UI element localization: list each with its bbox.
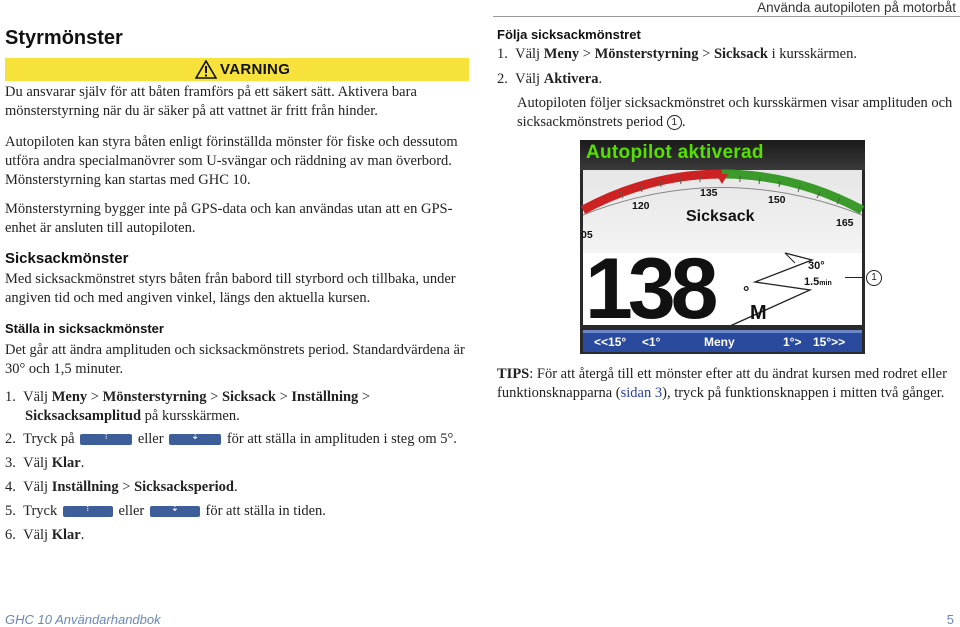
down-arrow-button[interactable] [150,503,200,517]
chapter-header: Använda autopiloten på motorbåt [757,0,956,15]
period-value: 1.5min [804,276,832,288]
zigzag-heading: Sicksackmönster [5,250,129,267]
dial-tick-120: 120 [632,200,650,212]
footer-manual-title: GHC 10 Användarhandbok [5,612,161,627]
up-arrow-icon: ⇡ [101,431,111,443]
page-link[interactable]: sidan 3 [620,385,663,401]
amplitude-value: 30° [808,260,825,272]
dial-tick-135: 135 [700,187,718,199]
warning-banner [5,58,469,81]
autopilot-banner: Autopilot aktiverad [586,142,764,163]
heading-degree: ° [743,284,750,301]
up-arrow-button[interactable] [80,431,132,445]
header-rule [493,16,960,17]
heading-unit: M [750,302,767,324]
up-arrow-icon: ⇡ [83,503,93,515]
device-screen [580,140,865,354]
warning-label: VARNING [220,61,291,78]
screen-callout-1: 1 [866,270,882,286]
tip-paragraph: TIPS: För att återgå till ett mönster efter att du ändrat kursen med rodret eller funktionsknapparna (sidan 3), tryck på funktionsknappen i mitten två gånger. [497,366,947,401]
heading-value: 138 [585,241,714,337]
page-title: Styrmönster [5,27,123,49]
callout-1-icon: 1 [667,115,682,130]
warning-icon [195,60,217,79]
setup-heading: Ställa in sicksackmönster [5,321,164,336]
setup-step-6: 6. Välj Klar. [5,527,85,543]
setup-step-5: 5. Tryck ⇡ eller ⇣ för att ställa in tiden. [5,503,326,519]
gps-paragraph: Mönsterstyrning bygger inte på GPS-data och kan användas utan att en GPS- enhet är ansluten till autopiloten. [5,201,453,236]
setup-step-1-cont: Sicksacksamplitud på kursskärmen. [25,408,240,424]
down-arrow-button[interactable] [169,431,221,445]
follow-step-2-desc: Autopiloten följer sicksackmönstret och kursskärmen visar amplituden och sicksackmönstrets period 1 . [517,95,953,130]
mode-label: Sicksack [686,208,755,225]
dial-tick-150: 150 [768,194,786,206]
dial-tick-165: 165 [836,217,854,229]
softkey-left-1[interactable]: <1° [642,335,661,349]
follow-step-1: 1. Välj Meny > Mönsterstyrning > Sicksack i kursskärmen. [497,46,857,62]
setup-step-2: 2. Tryck på ⇡ eller ⇣ för att ställa in amplituden i steg om 5°. [5,431,457,447]
follow-step-2: 2. Välj Aktivera. [497,71,603,87]
down-arrow-icon: ⇣ [191,431,200,443]
screen-callout-line [845,277,865,278]
intro-paragraph: Autopiloten kan styra båten enligt förinställda mönster för fiske och dessutom utföra andra specialmanövrer som U-svängar och räddning av man överbord. Mönsterstyrning kan startas med GHC 10. [5,134,458,188]
dial-tick-105: 05 [581,229,593,241]
setup-step-1: 1. Välj Meny > Mönsterstyrning > Sicksack > Inställning > [5,389,371,405]
up-arrow-button[interactable] [63,503,113,517]
setup-paragraph: Det går att ändra amplituden och sicksackmönstrets period. Standardvärdena är 30° och 1,5 minuter. [5,342,465,377]
softkey-right-1[interactable]: 1°> [783,335,802,349]
setup-step-3: 3. Välj Klar. [5,455,85,471]
softkey-menu[interactable]: Meny [704,335,735,349]
softkey-left-15[interactable]: <<15° [594,335,627,349]
follow-heading: Följa sicksackmönstret [497,27,641,42]
softkey-right-15[interactable]: 15°>> [813,335,846,349]
setup-step-4: 4. Välj Inställning > Sicksacksperiod. [5,479,238,495]
footer-page-number: 5 [946,612,954,627]
down-arrow-icon: ⇣ [170,503,180,515]
zigzag-paragraph: Med sicksackmönstret styrs båten från babord till styrbord och tillbaka, under angiven tid och med angiven vinkel, längs den aktuella kursen. [5,271,456,306]
warning-text: Du ansvarar själv för att båten framförs på ett säkert sätt. Aktivera bara mönsterstyrning när du är säker på att vattnet är fritt från hinder. [5,84,417,119]
